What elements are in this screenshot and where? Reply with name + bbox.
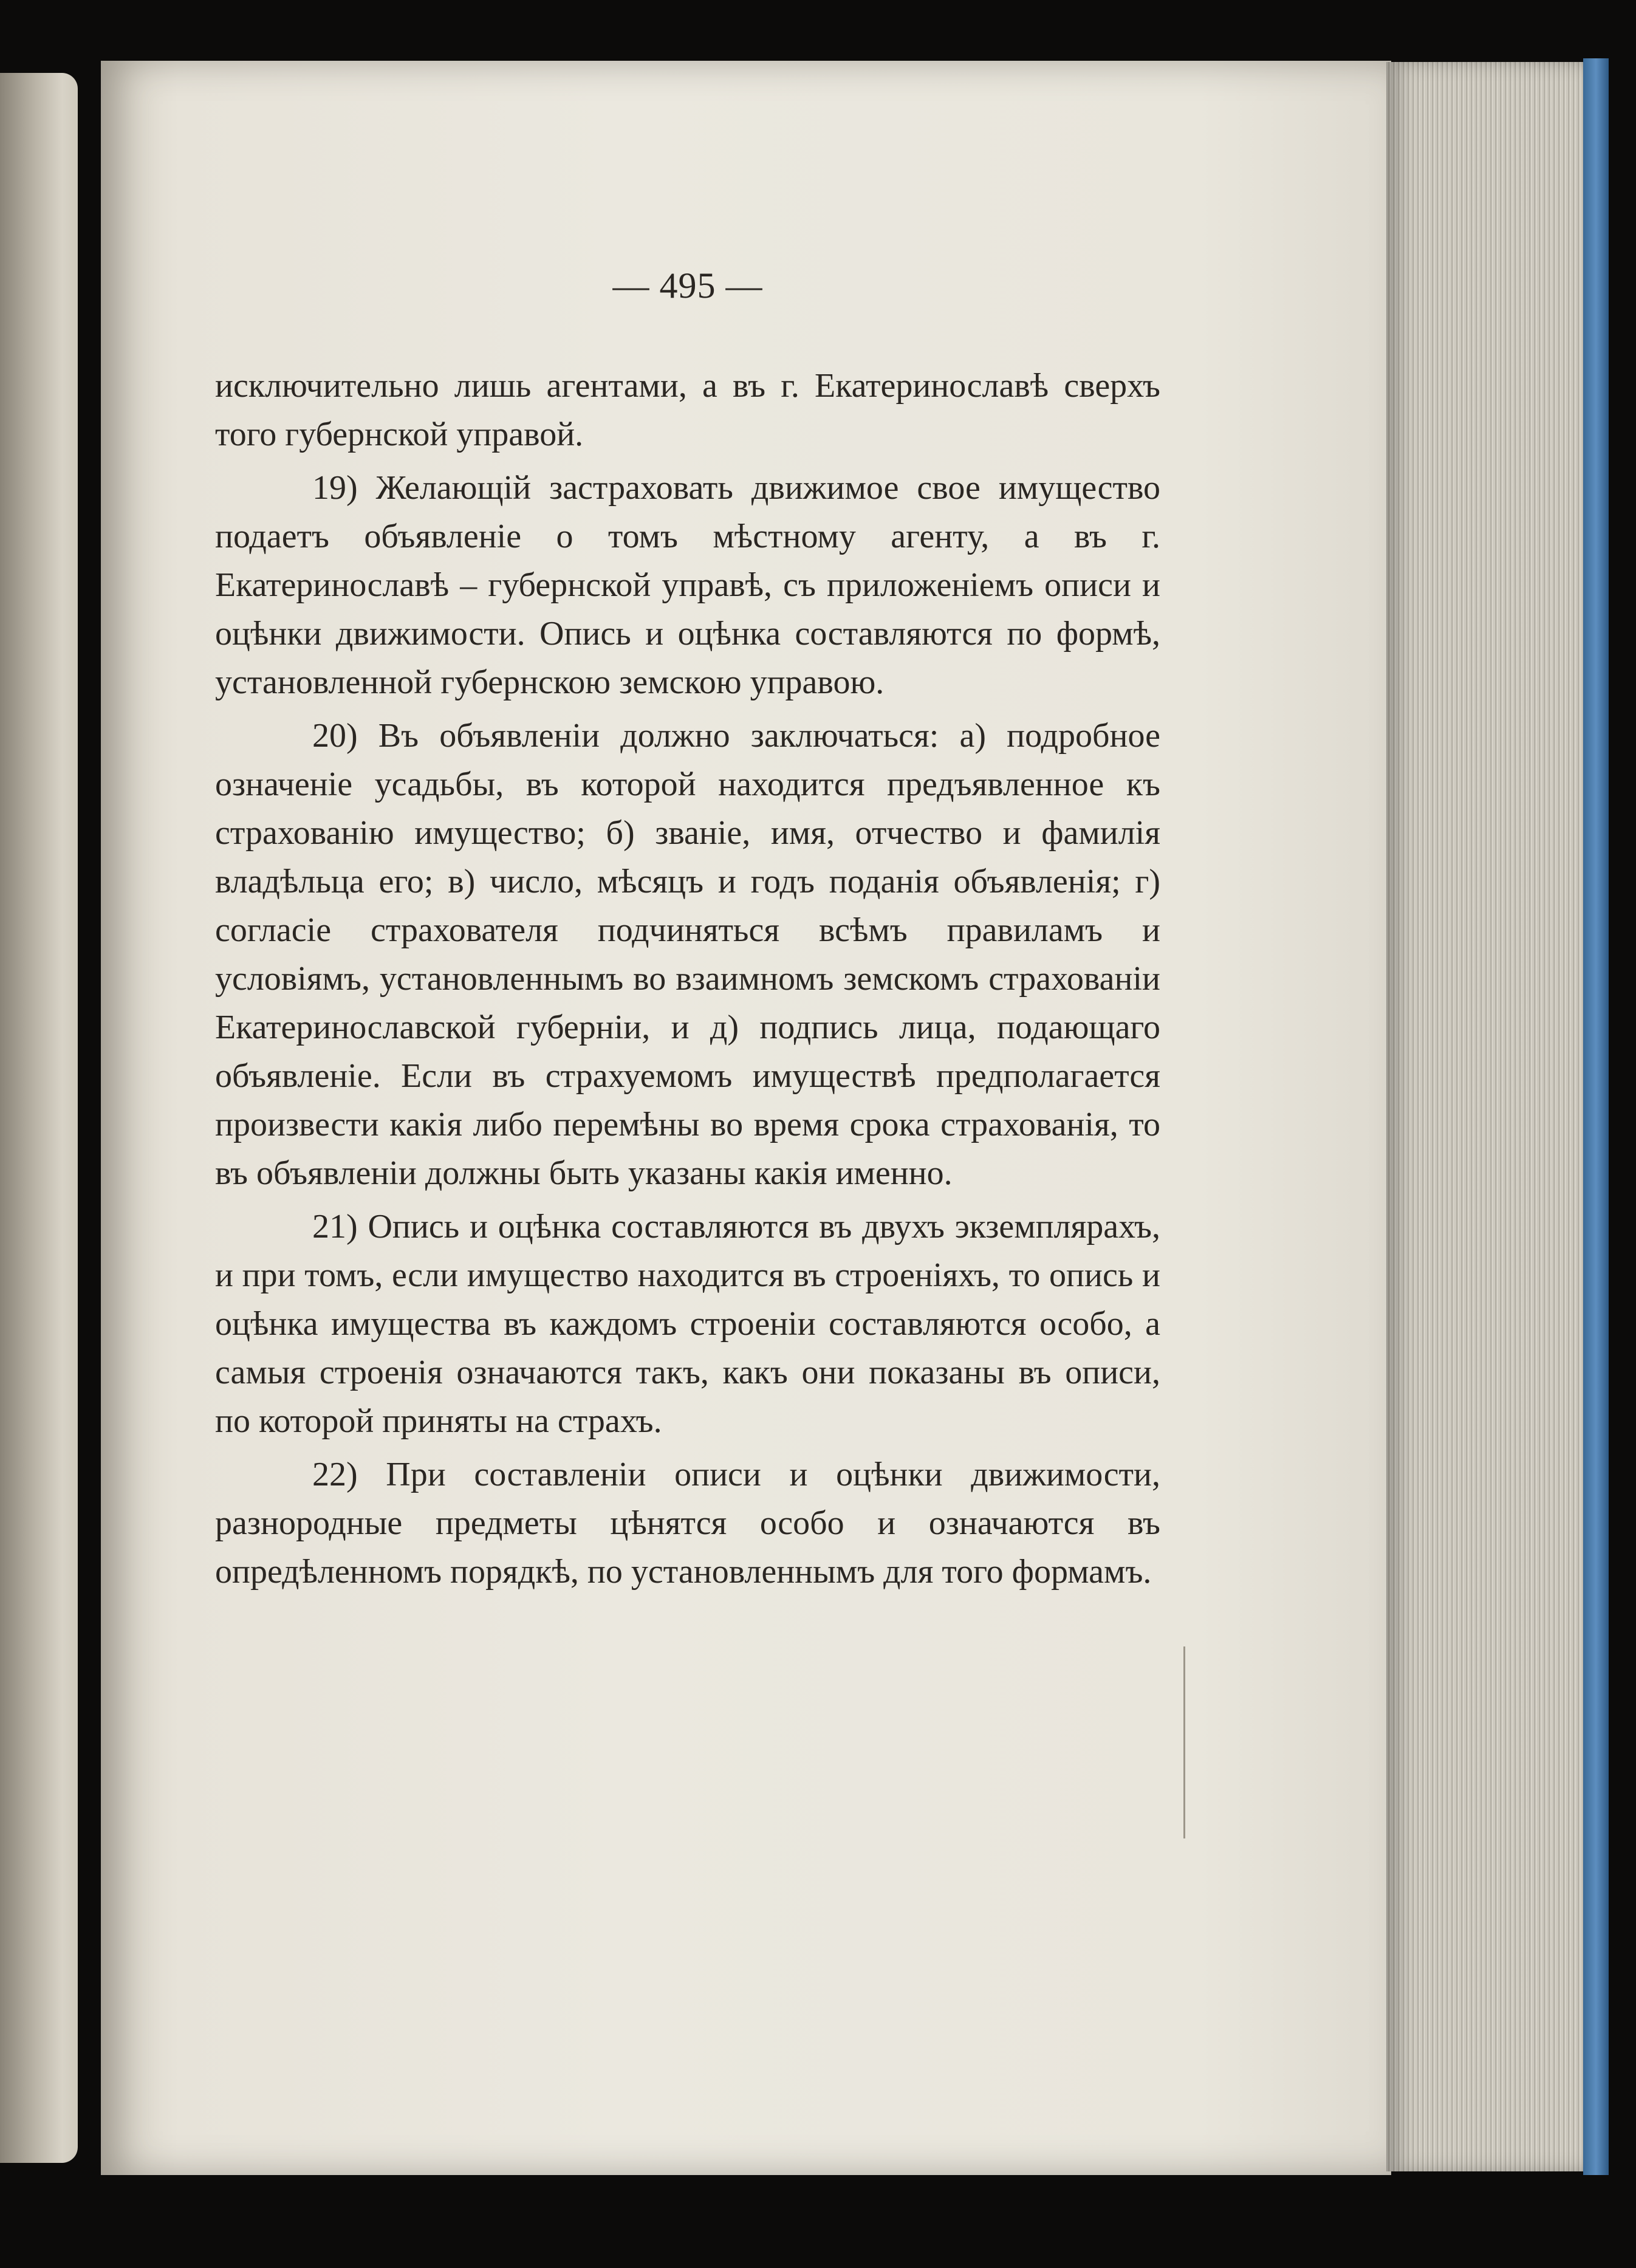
paragraph-20: 20) Въ объявленіи должно заключаться: а) подробное означеніе усадьбы, въ которой находится предъявленное къ страхованію имущество; б) званіе, имя, отчество и фамилія владѣльца его; в) число, мѣсяцъ и годъ поданія объявленія; г) согласіе страхователя подчиняться всѣмъ правиламъ и условіямъ, установленнымъ во взаимномъ земскомъ страхованіи Екатеринославской губерніи, и д) подпись лица, подающаго объявленіе. Если въ страхуемомъ имуществѣ предполагается произвести какія либо перемѣны во время срока страхованія, то въ объявленіи должны быть указаны какія именно. xyxy=(215,717,1160,1192)
page-body xyxy=(215,361,1160,1596)
margin-pencil-line xyxy=(1183,1646,1185,1838)
paragraph-19: 19) Желающій застраховать движимое свое имущество подаетъ объявленіе о томъ мѣстному агенту, а въ г. Екатеринославѣ – губернской управѣ, съ приложеніемъ описи и оцѣнки движимости. Опись и оцѣнка составляются по формѣ, установленной губернскою земскою управою. xyxy=(215,469,1160,701)
paragraph-continuation: исключительно лишь агентами, а въ г. Екатеринославѣ сверхъ того губернской управой. xyxy=(215,367,1160,453)
paragraph-22: 22) При составленіи описи и оцѣнки движимости, разнородные предметы цѣнятся особо и означаются въ опредѣленномъ порядкѣ, по установленнымъ для того формамъ. xyxy=(215,1456,1160,1591)
book-cover-edge xyxy=(1583,58,1609,2175)
page-stack-edges xyxy=(1386,62,1586,2171)
page-number: — 495 — xyxy=(612,266,763,306)
previous-page-edge xyxy=(0,73,78,2163)
paragraph-21: 21) Опись и оцѣнка составляются въ двухъ экземплярахъ, и при томъ, если имущество находится въ строеніяхъ, то опись и оцѣнка имущества въ каждомъ строеніи составляются особо, а самыя строенія означаются такъ, какъ они показаны въ описи, по которой приняты на страхъ. xyxy=(215,1208,1160,1440)
